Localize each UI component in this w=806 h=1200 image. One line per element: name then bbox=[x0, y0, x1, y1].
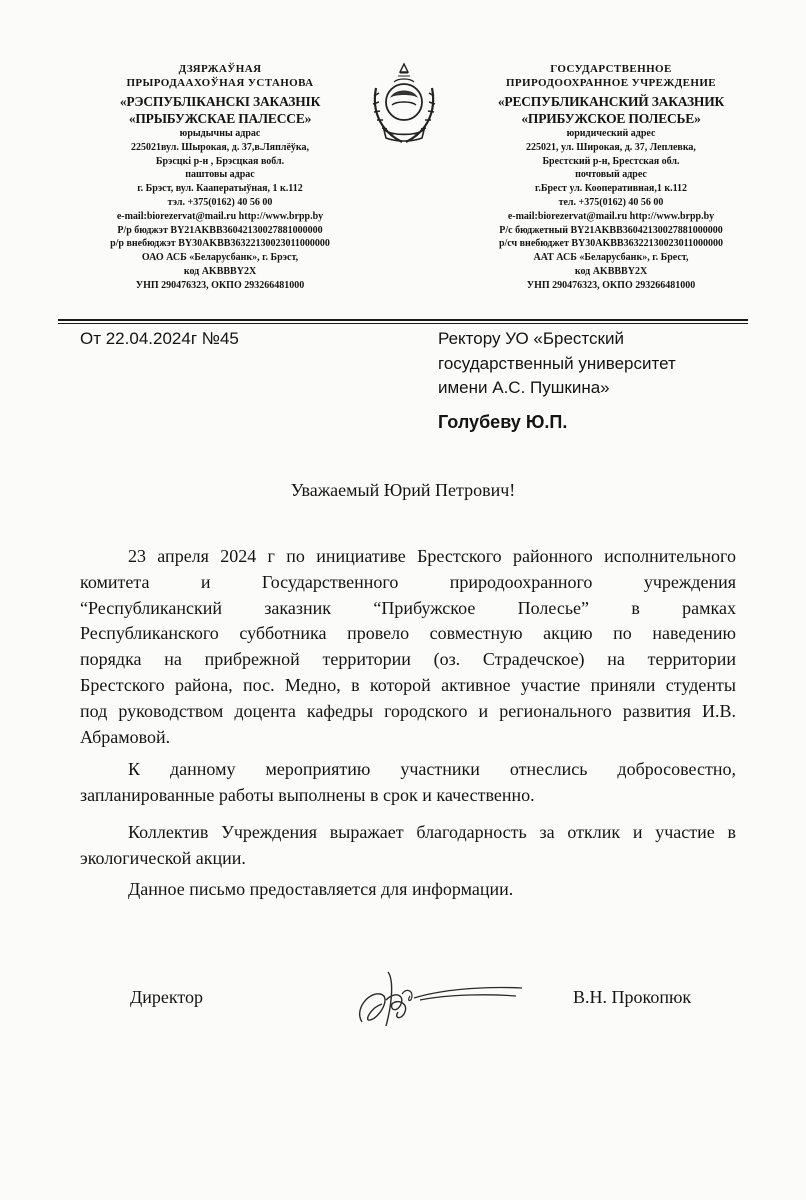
detail-line: код AKBBBY2X bbox=[574, 265, 648, 277]
detail-line: р/сч внебюджет BY30AKBB36322130023011000000 bbox=[498, 238, 724, 250]
detail-line: ААТ АСБ «Беларусбанк», г. Брест, bbox=[533, 252, 689, 264]
detail-line: e-mail:biorezervat@mail.ru http://www.brpp.by bbox=[116, 210, 324, 222]
text-line: порядка на прибрежной территории (оз. Страдечское) на территории bbox=[80, 649, 736, 670]
detail-line: 225021вул. Шырокая, д. 37,в.Ляплёўка, bbox=[130, 141, 310, 153]
detail-line: Брестский р-н, Брестская обл. bbox=[542, 155, 680, 167]
text-line: комитета и Государственного природоохранного учреждения bbox=[80, 571, 736, 592]
body-paragraph-3 bbox=[80, 820, 736, 872]
text-line: Брестского района, пос. Медно, в которой активное участие приняли студенты bbox=[80, 674, 736, 695]
detail-line: юрыдычны адрас bbox=[179, 128, 261, 139]
addressee-line: Ректору УО «Брестский bbox=[438, 329, 624, 348]
detail-line: г. Брэст, вул. Кааператыўная, 1 к.112 bbox=[137, 183, 303, 195]
header-divider bbox=[58, 319, 748, 321]
text-line: Абрамовой. bbox=[80, 726, 171, 747]
detail-line: тэл. +375(0162) 40 56 00 bbox=[167, 196, 273, 208]
detail-line: ОАО АСБ «Беларусбанк», г. Брэст, bbox=[141, 252, 299, 264]
text-line: 23 апреля 2024 г по инициативе Брестского районного исполнительного bbox=[128, 546, 736, 566]
text-line: под руководством доцента кафедры городского и регионального развития И.В. bbox=[80, 700, 736, 721]
text-line: “Республиканский заказник “Прибужское Полесье” в рамках bbox=[80, 597, 736, 618]
coat-of-arms-icon bbox=[364, 58, 444, 148]
text-line: К данному мероприятию участники отнеслись добросовестно, bbox=[128, 759, 736, 779]
detail-line: Р/с бюджетный BY21AKBB36042130027881000000 bbox=[499, 224, 723, 236]
addressee-block bbox=[438, 327, 758, 401]
org-type-line: ПРИРОДООХРАННОЕ УЧРЕЖДЕНИЕ bbox=[505, 77, 717, 89]
org-name-line: «ПРЫБУЖСКАЕ ПАЛЕССЕ» bbox=[128, 111, 312, 126]
body-paragraph-4 bbox=[80, 877, 736, 903]
body-paragraph-1 bbox=[80, 544, 736, 750]
text-line: запланированные работы выполнены в срок и качественно. bbox=[80, 784, 535, 805]
detail-line: г.Брест ул. Кооперативная,1 к.112 bbox=[534, 183, 688, 195]
signatory-title: Директор bbox=[130, 987, 204, 1007]
header-left bbox=[62, 62, 378, 293]
org-type-line: ГОСУДАРСТВЕННОЕ bbox=[550, 63, 672, 75]
org-type-line: ПРЫРОДААХОЎНАЯ УСТАНОВА bbox=[126, 77, 314, 89]
org-name-line: «РЕСПУБЛИКАНСКИЙ ЗАКАЗНИК bbox=[497, 94, 725, 109]
text-line: Данное письмо предоставляется для информации. bbox=[128, 879, 514, 899]
body-paragraph-2 bbox=[80, 757, 736, 809]
detail-line: юридический адрес bbox=[566, 128, 656, 139]
detail-line: УНП 290476323, ОКПО 293266481000 bbox=[526, 279, 696, 291]
greeting: Уважаемый Юрий Петрович! bbox=[290, 480, 516, 500]
detail-line: УНП 290476323, ОКПО 293266481000 bbox=[135, 279, 305, 291]
text-line: Республиканского субботника провело совместную акцию по наведению bbox=[80, 623, 736, 644]
detail-line: e-mail:biorezervat@mail.ru http://www.brpp.by bbox=[507, 210, 715, 222]
signature-icon bbox=[340, 960, 530, 1040]
detail-line: почтовый адрес bbox=[575, 169, 647, 181]
letter-reference: От 22.04.2024г №45 bbox=[80, 329, 239, 348]
detail-line: 225021, ул. Широкая, д. 37, Леплевка, bbox=[526, 141, 696, 153]
detail-line: код AKBBBY2X bbox=[183, 265, 257, 277]
addressee-line: имени А.С. Пушкина» bbox=[438, 378, 610, 397]
org-name-line: «ПРИБУЖСКОЕ ПОЛЕСЬЕ» bbox=[521, 111, 701, 126]
detail-line: Брэсцкі р-н , Брэсцкая вобл. bbox=[155, 155, 285, 167]
header-divider-thin bbox=[58, 323, 748, 324]
addressee-name: Голубеву Ю.П. bbox=[438, 412, 568, 432]
header-right bbox=[470, 62, 752, 293]
signatory-name: В.Н. Прокопюк bbox=[573, 987, 692, 1007]
text-line: Коллектив Учреждения выражает благодарность за отклик и участие в bbox=[128, 822, 736, 842]
org-type-line: ДЗЯРЖАЎНАЯ bbox=[178, 63, 262, 75]
text-line: экологической акции. bbox=[80, 847, 246, 868]
org-name-line: «РЭСПУБЛІКАНСКІ ЗАКАЗНІК bbox=[119, 94, 321, 109]
detail-line: паштовы адрас bbox=[185, 169, 255, 181]
detail-line: Р/р бюджэт BY21AKBB36042130027881000000 bbox=[117, 224, 323, 236]
detail-line: тел. +375(0162) 40 56 00 bbox=[558, 196, 664, 208]
addressee-line: государственный университет bbox=[438, 353, 676, 373]
detail-line: р/р внебюджэт BY30AKBB36322130023011000000 bbox=[110, 238, 330, 250]
